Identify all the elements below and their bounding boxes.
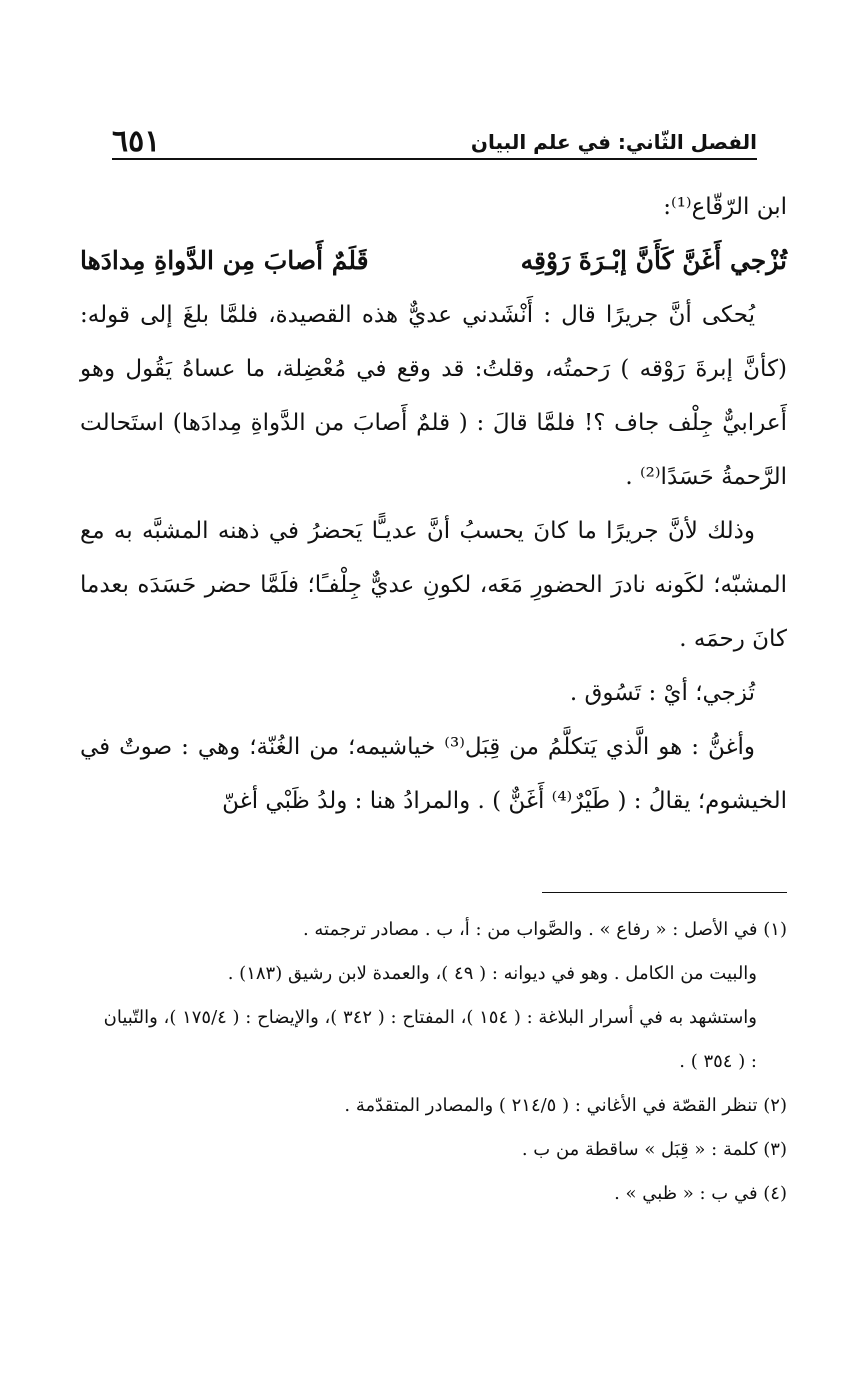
page-number: ٦٥١ [112,124,161,159]
footnote-separator [542,892,787,893]
running-title: الفصل الثّاني: في علم البيان [470,130,757,154]
footnote-2: (٢) تنظر القصّة في الأغاني : ( ٢١٤/٥ ) والمصادر المتقدّمة . [344,1095,787,1116]
paragraph-story: يُحكى أنَّ جريرًا قال : أَنْشَدني عديٌّ هذه القصيدة، فلمَّا بلغَ إلى قوله: (كأنَّ إبرةَ رَوْقه ) رَحمتُه، وقلتُ: قد وقع في مُعْضِلة، ما عساهُ يَقُول وهو أَعرابيٌّ جِلْف جاف ؟! فلمَّا قالَ : ( قلمٌ أَصابَ من الدَّواةِ مِدادَها) استَحالت الرَّحمةُ حَسَدًا⁽²⁾ . [80,302,787,490]
footnote-1-cont-b: واستشهد به في أسرار البلاغة : ( ١٥٤ )، المفتاح : ( ٣٤٢ )، والإيضاح : ( ١٧٥/٤ )، والتّبيان : ( ٣٥٤ ) . [103,1007,757,1072]
paragraph-aghann: وأغنُّ : هو الَّذي يَتكلَّمُ من قِبَل⁽³⁾ خياشيمه؛ من الغُنّة؛ وهي : صوتٌ في الخيشوم؛ يقالُ : ( طَيْرٌ⁽⁴⁾ أَغَنٌّ ) . والمرادُ هنا : ولدُ ظَبْي أغنّ [80,734,787,814]
footnote-1-cont-a: والبيت من الكامل . وهو في ديوانه : ( ٤٩ )، والعمدة لابن رشيق (١٨٣) . [227,963,757,984]
main-text [80,180,787,828]
paragraph-tuzji: تُزجي؛ أيْ : تَسُوق . [569,680,755,706]
verse-second-hemistich: قَلَمٌ أَصابَ مِن الدَّواةِ مِدادَها [80,246,369,275]
header-rule [112,158,757,160]
footnote-4: (٤) في ب : « ظبي » . [614,1183,787,1204]
verse-first-hemistich: تُزْجي أَغَنَّ كَأَنَّ إبْـرَةَ رَوْقِه [520,246,787,275]
footnotes [100,908,787,1216]
paragraph-explanation: وذلك لأنَّ جريرًا ما كانَ يحسبُ أنَّ عديـًّا يَحضرُ في ذهنه المشبَّه به مع المشبّه؛ لكَونه نادرَ الحضورِ مَعَه، لكونِ عديٌّ جِلْفـًا؛ فلَمَّا حضر حَسَدَه بعدما كانَ رحمَه . [80,518,787,652]
footnote-1: (١) في الأصل : « رفاع » . والصَّواب من : أ، ب . مصادر ترجمته . [302,919,787,940]
poem-verse [80,234,787,288]
footnote-3: (٣) كلمة : « قِبَل » ساقطة من ب . [521,1139,787,1160]
poet-attribution: ابن الرّقّاع⁽¹⁾: [663,194,787,220]
